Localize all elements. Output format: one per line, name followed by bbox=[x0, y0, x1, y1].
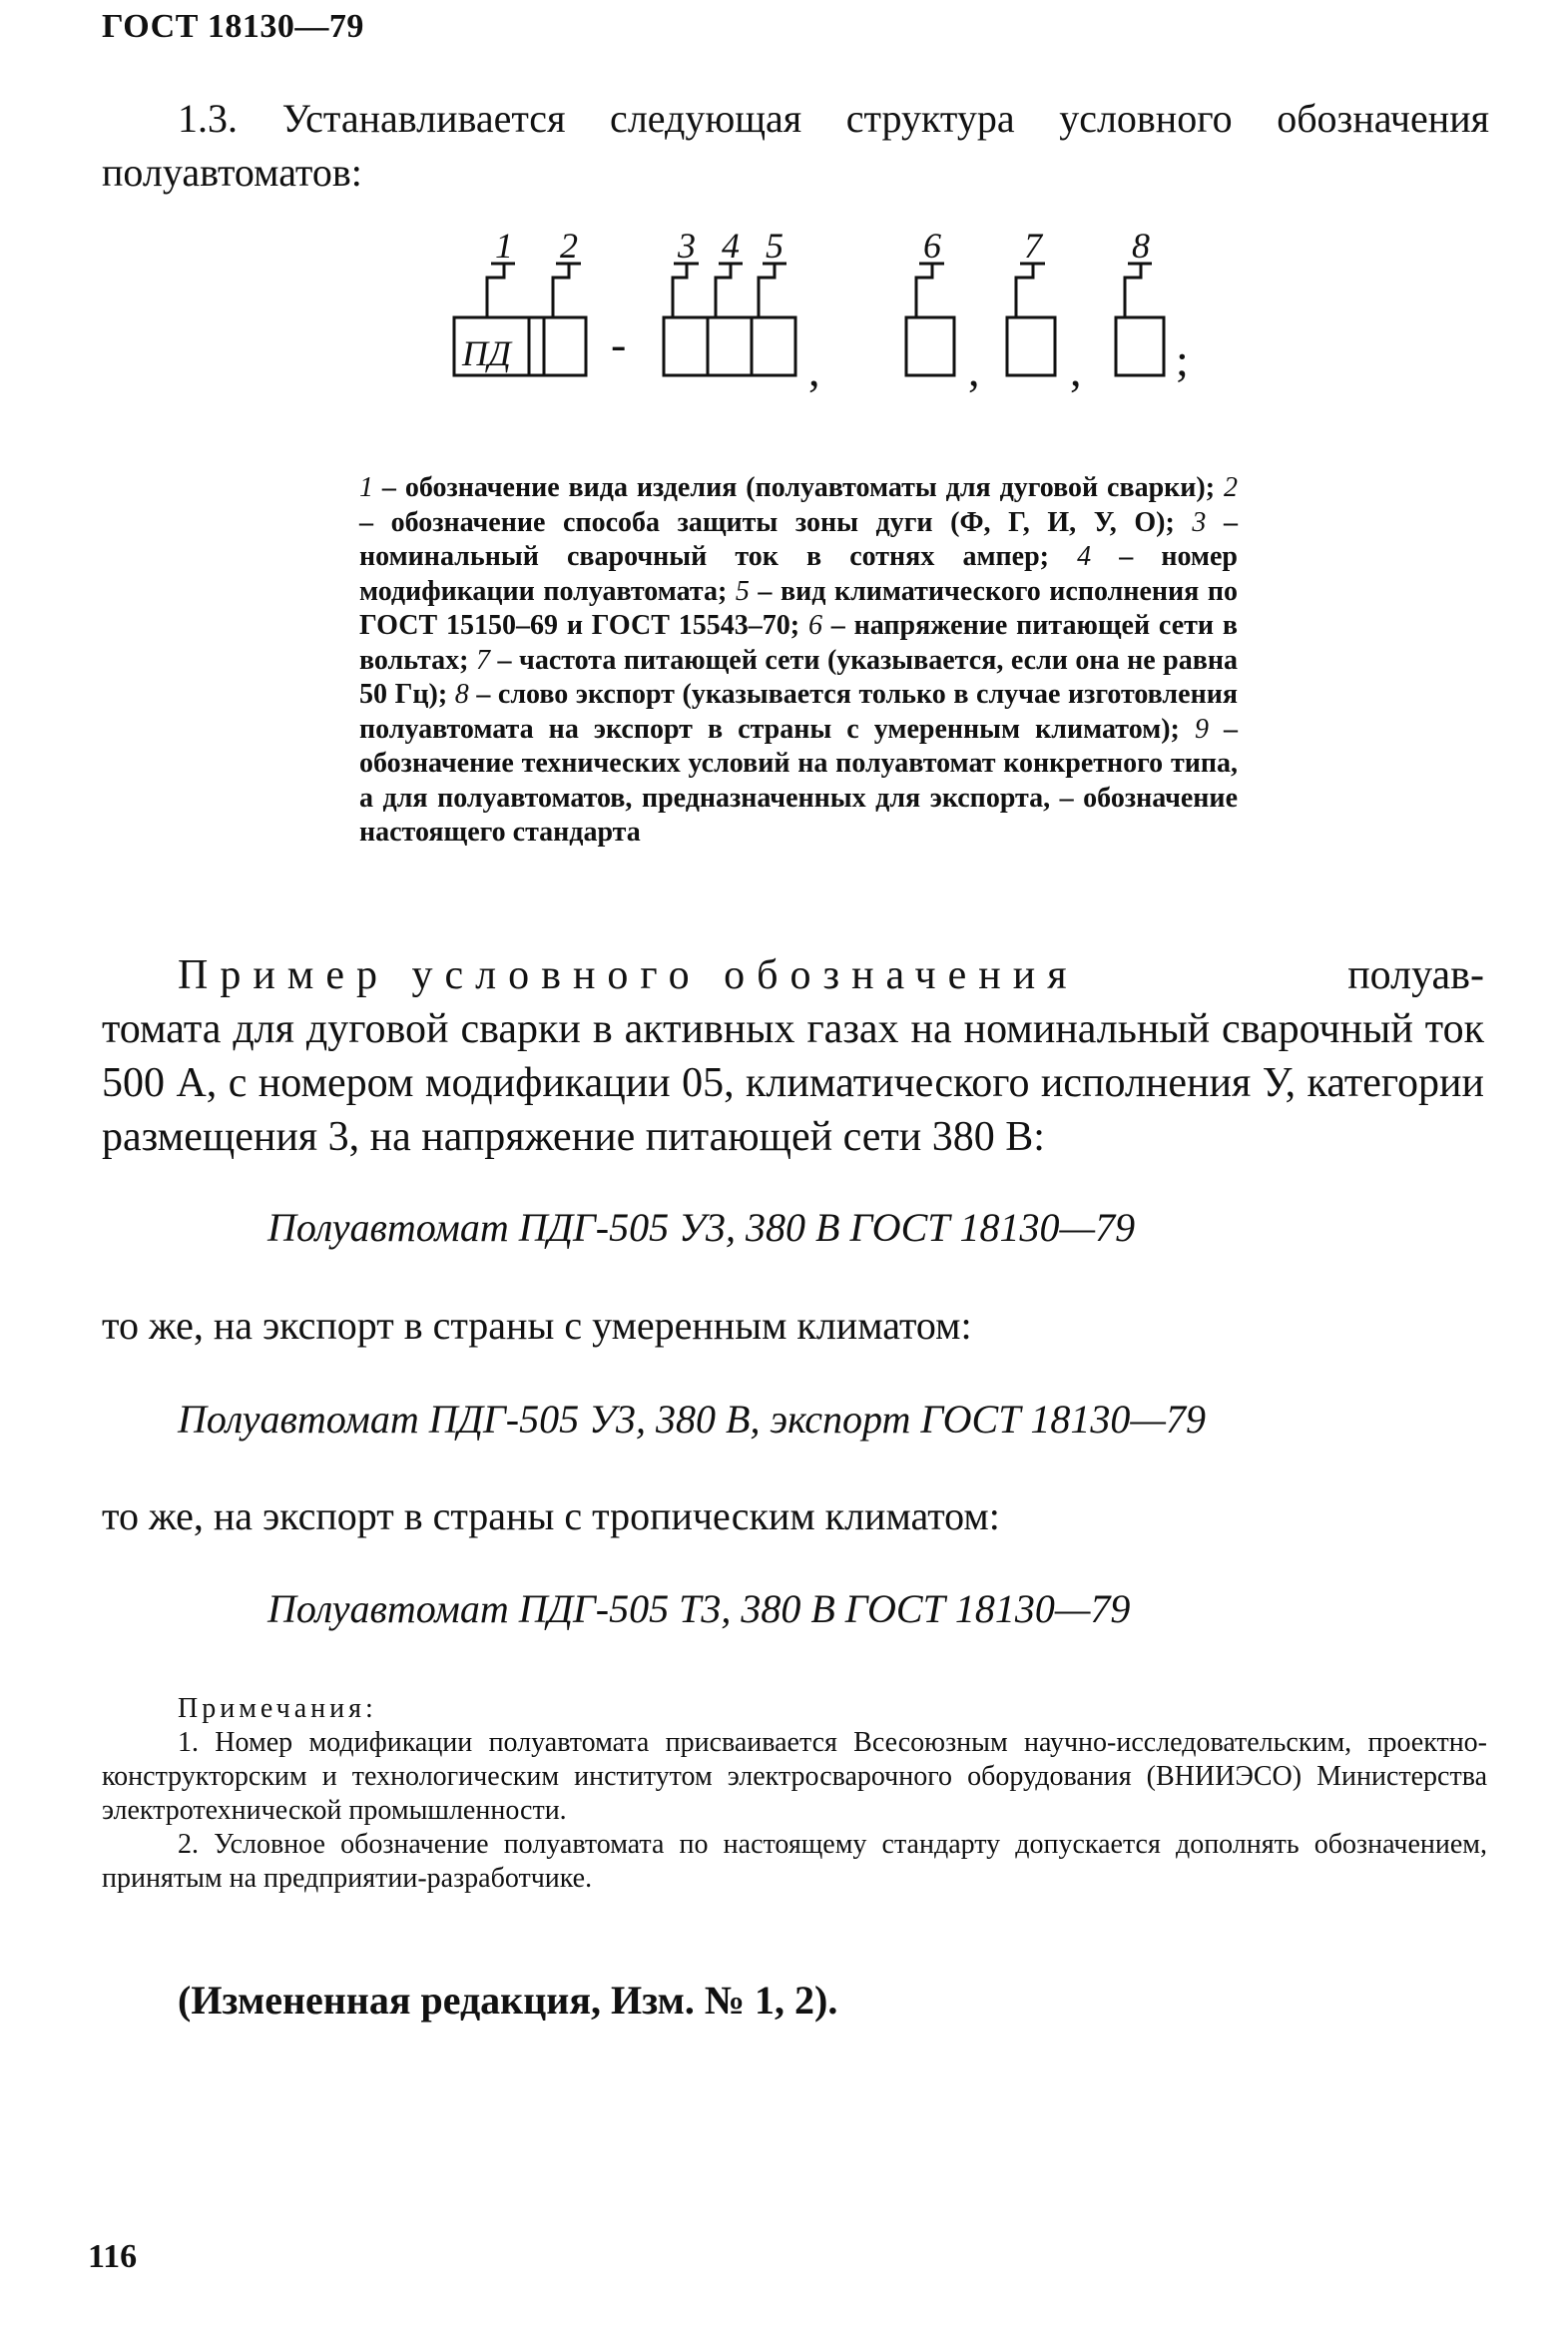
legend-text-9: – обозначение технических условий на полуавтомат конкретного типа, а для полуавтоматов, предназначенных для экспорта, – обозначение настоящего стандарта bbox=[359, 713, 1238, 848]
example-body: томата для дуговой сварки в активных газах на номинальный сварочный ток 500 А, с номером модификации 05, климатического исполнения У, категории размещения 3, на напряжение питающей сети 380 В: bbox=[102, 1006, 1484, 1160]
legend-number-1: 1 bbox=[359, 472, 373, 503]
diagram-number-8: 8 bbox=[1132, 228, 1150, 266]
diagram-comma-2: , bbox=[968, 344, 980, 395]
leader-5 bbox=[759, 264, 775, 317]
legend-number-7: 7 bbox=[475, 644, 490, 676]
example-lead-rest: полуав- bbox=[1347, 952, 1484, 998]
leader-1 bbox=[487, 264, 504, 317]
diagram-number-4: 4 bbox=[722, 228, 740, 266]
field-box-4 bbox=[708, 317, 752, 375]
legend-number-3: 3 bbox=[1192, 506, 1207, 538]
leader-8 bbox=[1125, 264, 1141, 317]
legend-block bbox=[359, 471, 1238, 851]
diagram-number-7: 7 bbox=[1024, 228, 1042, 266]
designation-structure-diagram bbox=[429, 228, 1208, 417]
field-box-2 bbox=[544, 317, 586, 375]
designation-example-3: Полуавтомат ПДГ-505 Т3, 380 В ГОСТ 18130—79 bbox=[267, 1586, 1131, 1631]
designation-example-2: Полуавтомат ПДГ-505 У3, 380 В, экспорт ГОСТ 18130—79 bbox=[178, 1397, 1206, 1442]
diagram-number-2: 2 bbox=[560, 228, 578, 266]
diagram-semicolon: ; bbox=[1176, 334, 1189, 385]
legend-number-9: 9 bbox=[1194, 713, 1209, 745]
note-item-1: 1. Номер модификации полуавтомата присваивается Всесоюзным научно-исследовательским, проектно-конструкторским и технологическим институтом электросварочного оборудования (ВНИИЭСО) Министерства электротехнической промышленности. bbox=[102, 1727, 1487, 1826]
page-number: 116 bbox=[88, 2238, 138, 2275]
diagram-dash: - bbox=[611, 318, 627, 369]
diagram-comma-1: , bbox=[808, 344, 820, 395]
field-box-8 bbox=[1116, 317, 1164, 375]
notes-block bbox=[102, 1692, 1487, 1896]
example-lead-spaced: Пример условного обозначения bbox=[178, 952, 1079, 998]
diagram-number-1: 1 bbox=[495, 228, 513, 266]
legend-number-5: 5 bbox=[735, 575, 750, 607]
legend-number-6: 6 bbox=[807, 610, 822, 641]
intro-paragraph: 1.3. Устанавливается следующая структура условного обозначения полуавтоматов: bbox=[102, 96, 1489, 195]
legend-number-2: 2 bbox=[1224, 472, 1238, 503]
legend-text-1: – обозначение вида изделия (полуавтоматы для дуговой сварки); bbox=[373, 472, 1224, 503]
legend-text-4: – номер модификации полуавтомата; bbox=[359, 541, 1238, 607]
note-item-2: 2. Условное обозначение полуавтомата по настоящему стандарту допускается дополнять обозначением, принятым на предприятии-разработчике. bbox=[102, 1829, 1487, 1894]
diagram-comma-3: , bbox=[1070, 344, 1082, 395]
diagram-number-5: 5 bbox=[766, 228, 784, 266]
example-paragraph bbox=[102, 948, 1484, 1164]
legend-text-6: – напряжение питающей сети в вольтах; bbox=[359, 610, 1238, 676]
legend-text-7: – частота питающей сети (указывается, если она не равна 50 Гц); bbox=[359, 644, 1239, 710]
leader-6 bbox=[916, 264, 932, 317]
legend-number-4: 4 bbox=[1077, 541, 1092, 572]
legend-text-8: – слово экспорт (указывается только в случае изготовления полуавтомата на экспорт в страны с умеренным климатом); bbox=[359, 679, 1238, 745]
legend-text-2: – обозначение способа защиты зоны дуги (Ф, Г, И, У, О); bbox=[359, 506, 1193, 538]
diagram-number-6: 6 bbox=[923, 228, 941, 266]
field-box-3 bbox=[664, 317, 708, 375]
field-box-5 bbox=[752, 317, 795, 375]
legend-number-8: 8 bbox=[454, 679, 469, 710]
amendment-note: (Измененная редакция, Изм. № 1, 2). bbox=[178, 1978, 838, 2023]
notes-title: Примечания: bbox=[178, 1693, 377, 1724]
leader-4 bbox=[716, 264, 731, 317]
designation-example-1: Полуавтомат ПДГ-505 У3, 380 В ГОСТ 18130—79 bbox=[267, 1205, 1136, 1250]
leader-3 bbox=[673, 264, 687, 317]
diagram-prefix-label: ПД bbox=[462, 333, 511, 373]
export-tropical-lead: то же, на экспорт в страны с тропическим климатом: bbox=[102, 1493, 1000, 1538]
document-header: ГОСТ 18130—79 bbox=[102, 8, 364, 45]
leader-7 bbox=[1016, 264, 1033, 317]
legend-text-3: – номинальный сварочный ток в сотнях ампер; bbox=[359, 506, 1239, 572]
field-box-7 bbox=[1007, 317, 1055, 375]
legend-text-5: – вид климатического исполнения по ГОСТ 15150–69 и ГОСТ 15543–70; bbox=[359, 575, 1238, 641]
field-box-6 bbox=[906, 317, 954, 375]
leader-2 bbox=[553, 264, 569, 317]
export-moderate-lead: то же, на экспорт в страны с умеренным климатом: bbox=[102, 1303, 972, 1348]
diagram-number-3: 3 bbox=[678, 228, 696, 266]
